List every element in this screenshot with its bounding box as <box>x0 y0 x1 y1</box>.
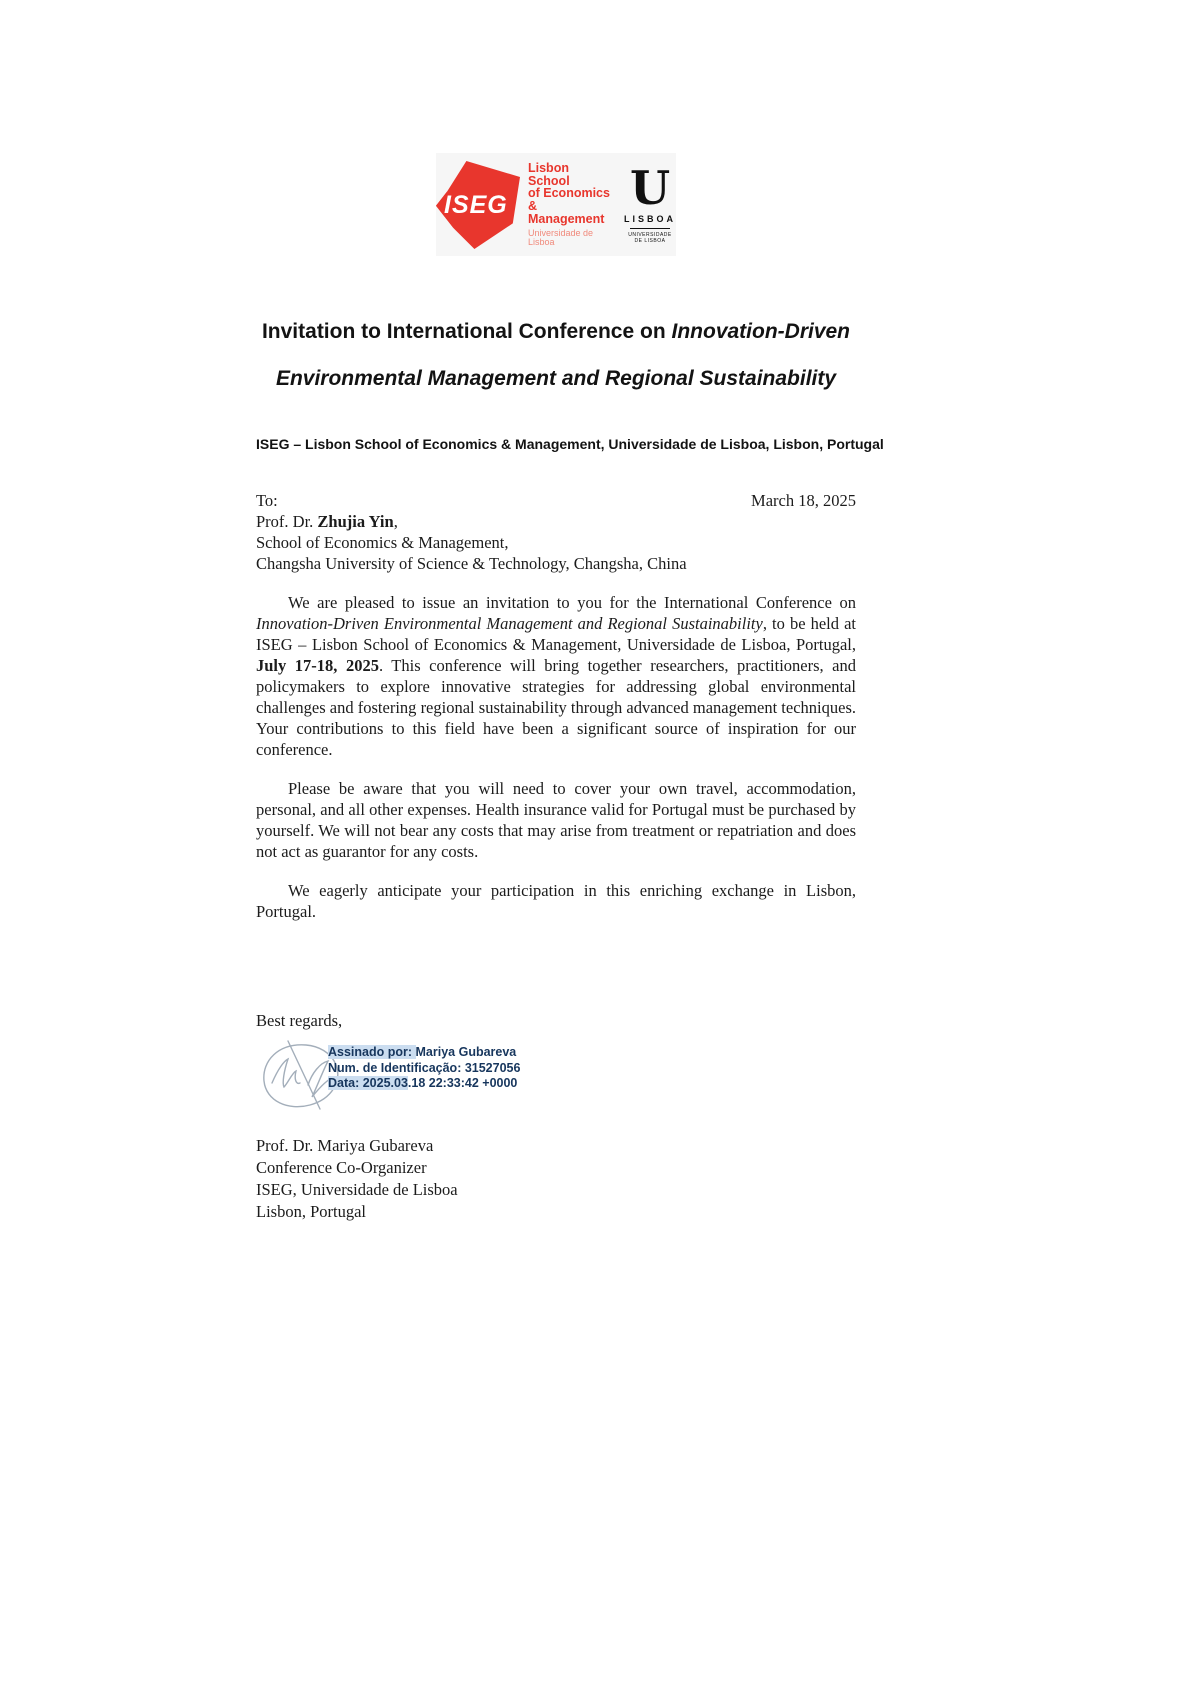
ulisboa-logo <box>624 160 677 245</box>
iseg-logo-text <box>528 162 610 247</box>
signature-date-line: Data: 2025.03.18 22:33:42 +0000 <box>328 1076 518 1090</box>
paragraph-2: Please be aware that you will need to cover your own travel, accommodation, personal, and all other expenses. Health insurance valid for Portugal must be purchased by yourself. We will not bear any costs that may arise from treatment or repatriation and does not act as guarantor for any costs. <box>256 779 856 861</box>
title-line-2: Environmental Management and Regional Sustainability <box>275 367 837 390</box>
closing-line: Best regards, <box>256 1011 343 1030</box>
recipient-dept-line: School of Economics & Management, <box>256 533 509 552</box>
title-line-1: Invitation to International Conference on Innovation-Driven <box>261 320 851 343</box>
letter-title <box>256 308 856 402</box>
iseg-subname: Universidade de Lisboa <box>528 227 594 247</box>
paragraph-3: We eagerly anticipate your participation in this enriching exchange in Lisbon, Portugal. <box>256 881 856 921</box>
signed-by-line: Assinado por: Mariya Gubareva <box>328 1045 517 1059</box>
iseg-name-line: Lisbon School <box>528 160 570 188</box>
sender-institution: ISEG, Universidade de Lisboa <box>256 1180 458 1199</box>
letter-content <box>256 0 884 1223</box>
to-and-date-row <box>256 490 856 511</box>
ulisboa-subname: DE LISBOA <box>634 238 666 244</box>
sender-name: Prof. Dr. Mariya Gubareva <box>256 1136 434 1155</box>
header-logos <box>436 153 676 256</box>
iseg-name-line: & Management <box>528 199 605 226</box>
sender-block <box>256 1135 856 1223</box>
iseg-logo <box>436 161 610 249</box>
letter-date: March 18, 2025 <box>751 491 856 510</box>
signature-block <box>256 1037 856 1125</box>
id-number-line: Num. de Identificação: 31527056 <box>328 1060 521 1075</box>
recipient-name-line: Prof. Dr. Zhujia Yin, <box>256 512 398 531</box>
sender-location: Lisbon, Portugal <box>256 1202 366 1221</box>
letter-body <box>256 490 856 1223</box>
ulisboa-subname: UNIVERSIDADE <box>628 231 672 238</box>
letter-subtitle: ISEG – Lisbon School of Economics & Management, Universidade de Lisboa, Lisbon, Portugal <box>256 436 884 452</box>
recipient-univ-line: Changsha University of Science & Technology, Changsha, China <box>256 554 687 573</box>
ulisboa-city: LISBOA <box>624 213 677 224</box>
sender-role: Conference Co-Organizer <box>256 1158 427 1177</box>
iseg-logo-icon <box>436 161 520 249</box>
iseg-acronym: ISEG <box>444 190 508 219</box>
iseg-name-line: of Economics <box>528 186 610 201</box>
ulisboa-u-icon: U <box>629 160 671 215</box>
paragraph-1: We are pleased to issue an invitation to you for the International Conference on Innovation-Driven Environmental Management and Regional Sustainability, to be held at ISEG – Lisbon School of Economics & Management, Universidade de Lisboa, Portugal, July 17-18, 2025. This conference will bring together researchers, practitioners, and policymakers to explore innovative strategies for addressing global environmental challenges and fostering regional sustainability through advanced management techniques. Your contributions to this field have been a significant source of inspiration for our conference. <box>256 593 857 759</box>
to-label: To: <box>256 491 278 510</box>
ulisboa-divider <box>630 228 670 229</box>
digital-signature-text <box>328 1045 520 1092</box>
